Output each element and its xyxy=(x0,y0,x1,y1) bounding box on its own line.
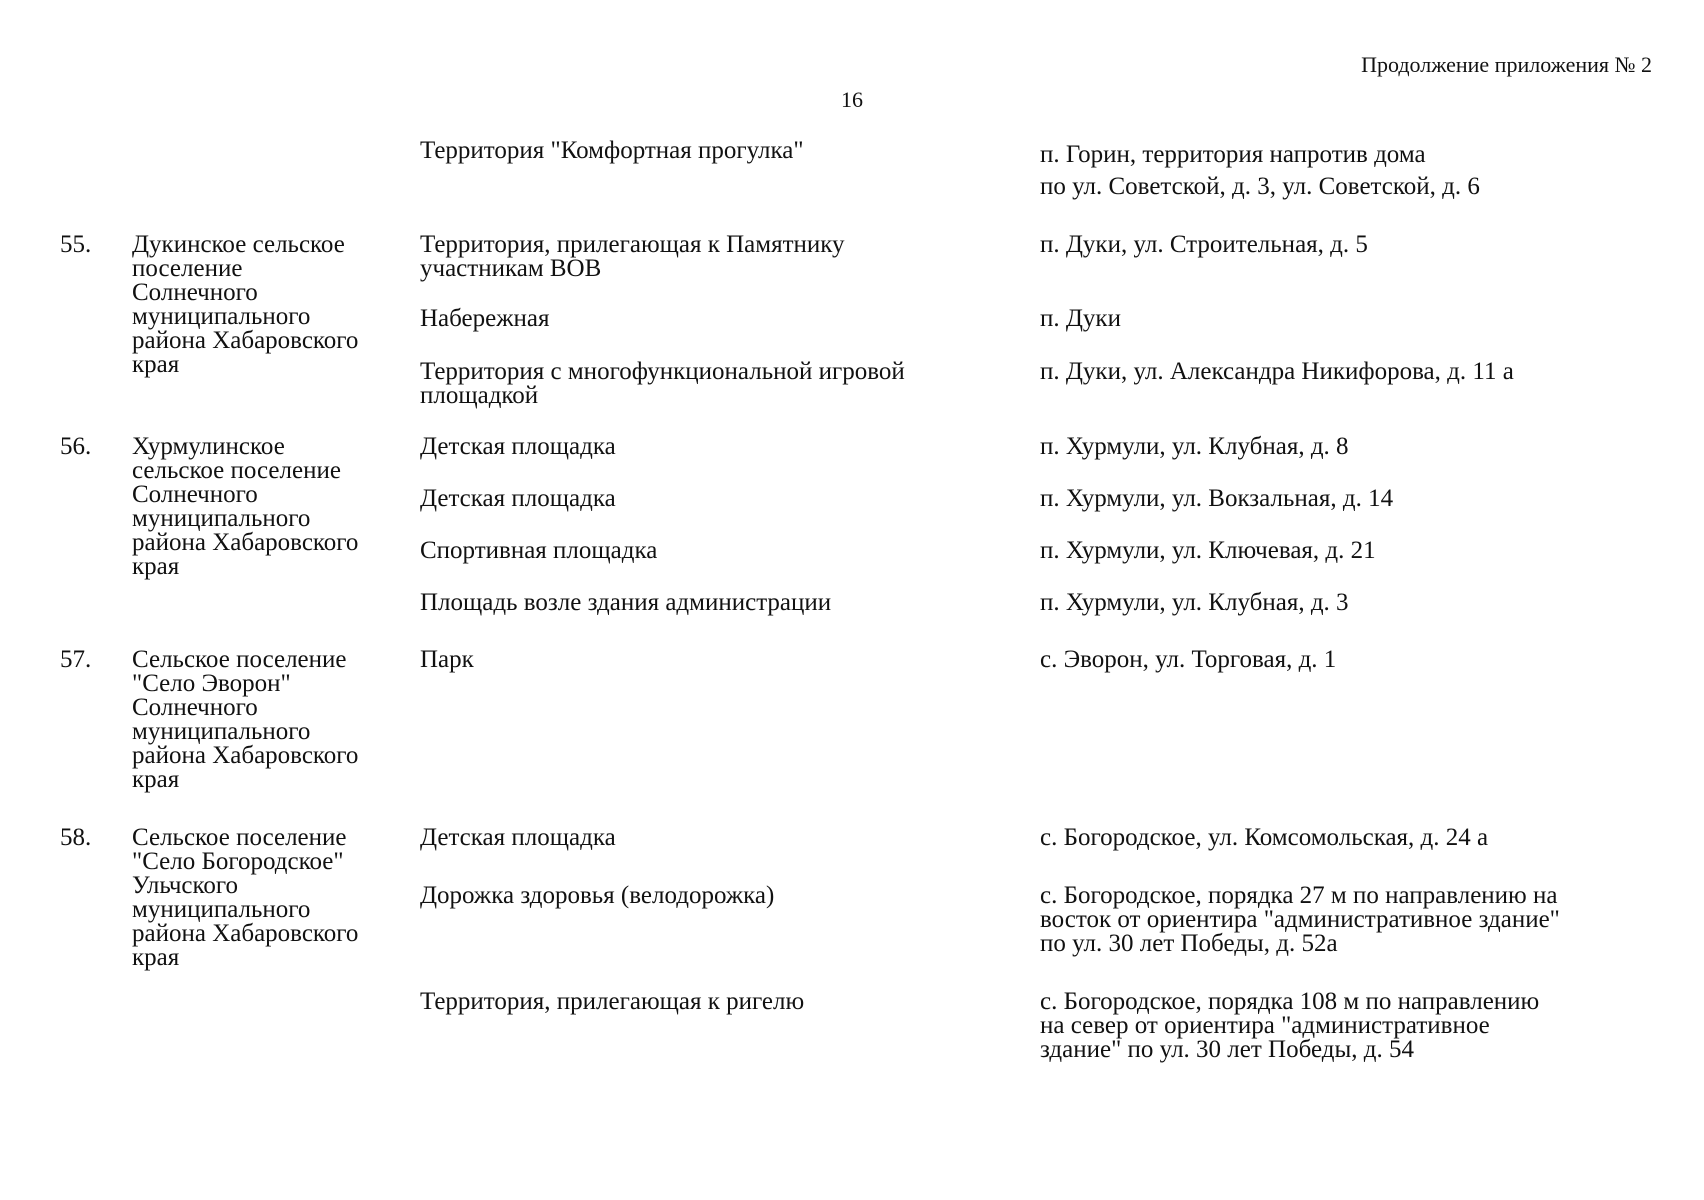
entry-number: 55. xyxy=(60,231,92,258)
territory-row xyxy=(420,307,1670,331)
table-row-entry-58 xyxy=(60,826,1670,1062)
territory-name: Детская площадка xyxy=(420,485,616,512)
territory-row xyxy=(420,990,1670,1062)
territory-address: п. Хурмули, ул. Ключевая, д. 21 xyxy=(1040,537,1376,564)
territory-name: Территория, прилегающая к Памятнику участникам ВОВ xyxy=(420,231,845,282)
entry-number: 58. xyxy=(60,824,92,851)
entry-number: 57. xyxy=(60,646,92,673)
territory-name: Детская площадка xyxy=(420,433,616,460)
territory-name: Площадь возле здания администрации xyxy=(420,589,832,616)
territory-row xyxy=(420,884,1670,956)
territory-row xyxy=(420,233,1670,281)
territory-address: с. Богородское, ул. Комсомольская, д. 24 а xyxy=(1040,824,1489,851)
settlement-name: Дукинское сельское поселение Солнечного муниципального района Хабаровского края xyxy=(132,231,359,378)
territory-address: п. Дуки, ул. Строительная, д. 5 xyxy=(1040,231,1368,258)
territory-row xyxy=(420,539,1670,563)
territory-address: п. Хурмули, ул. Клубная, д. 8 xyxy=(1040,433,1349,460)
territory-row xyxy=(420,435,1670,459)
territory-row xyxy=(420,139,1670,203)
territory-address: с. Эворон, ул. Торговая, д. 1 xyxy=(1040,646,1337,673)
territory-name: Набережная xyxy=(420,305,550,332)
appendix-continuation-header: Продолжение приложения № 2 xyxy=(1361,52,1652,77)
territory-address: п. Хурмули, ул. Клубная, д. 3 xyxy=(1040,589,1349,616)
territory-name: Дорожка здоровья (велодорожка) xyxy=(420,882,775,909)
table-row-entry-55 xyxy=(60,233,1670,408)
territory-row xyxy=(420,826,1670,850)
entry-number: 56. xyxy=(60,433,92,460)
territory-address: п. Горин, территория напротив дома по ул. Советской, д. 3, ул. Советской, д. 6 xyxy=(1040,141,1480,200)
table-row-continuation xyxy=(60,139,1670,203)
territory-address: с. Богородское, порядка 27 м по направлению на восток от ориентира "административное здание" по ул. 30 лет Победы, д. 52а xyxy=(1040,882,1560,957)
page-number: 16 xyxy=(841,87,863,112)
territory-name: Территория, прилегающая к ригелю xyxy=(420,988,805,1015)
facilities-table xyxy=(60,139,1670,1062)
territory-row xyxy=(420,591,1670,615)
settlement-name: Хурмулинское сельское поселение Солнечного муниципального района Хабаровского края xyxy=(132,433,359,580)
territory-name: Территория с многофункциональной игровой площадкой xyxy=(420,358,905,409)
territory-row xyxy=(420,648,1670,672)
territory-address: с. Богородское, порядка 108 м по направлению на север от ориентира "административное здание" по ул. 30 лет Победы, д. 54 xyxy=(1040,988,1540,1063)
settlement-name: Сельское поселение "Село Эворон" Солнечного муниципального района Хабаровского края xyxy=(132,646,359,793)
territory-name: Парк xyxy=(420,646,474,673)
territory-address: п. Дуки, ул. Александра Никифорова, д. 11 а xyxy=(1040,358,1514,385)
territory-row xyxy=(420,360,1670,408)
settlement-name: Сельское поселение "Село Богородское" Ульчского муниципального района Хабаровского края xyxy=(132,824,359,971)
territory-name: Детская площадка xyxy=(420,824,616,851)
territory-name: Спортивная площадка xyxy=(420,537,658,564)
table-row-entry-56 xyxy=(60,435,1670,615)
territory-name: Территория "Комфортная прогулка" xyxy=(420,137,804,164)
territory-row xyxy=(420,487,1670,511)
territory-address: п. Дуки xyxy=(1040,305,1121,332)
table-row-entry-57 xyxy=(60,648,1670,792)
territory-address: п. Хурмули, ул. Вокзальная, д. 14 xyxy=(1040,485,1394,512)
